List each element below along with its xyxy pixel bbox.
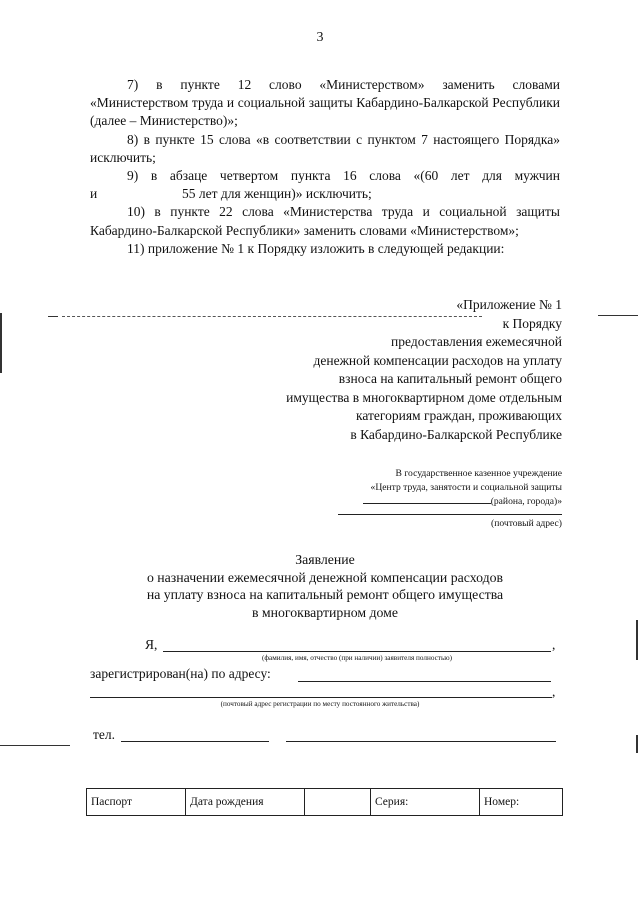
amendment-9-continued: [90, 185, 560, 203]
passport-table: [86, 788, 563, 816]
dashed-line: [62, 316, 482, 317]
comma: ,: [552, 637, 556, 652]
scan-mark: [636, 620, 638, 660]
passport-cell: Паспорт: [87, 789, 186, 816]
series-cell[interactable]: Серия:: [371, 789, 480, 816]
amendment-8: 8) в пункте 15 слова «в соответствии с пунктом 7 настоящего Порядка» исключить;: [90, 131, 560, 165]
name-hint: (фамилия, имя, отчество (при наличии) заявителя полностью): [262, 654, 452, 662]
title-word: Заявление: [295, 552, 355, 567]
appendix-line: в Кабардино-Балкарской Республике: [350, 426, 562, 442]
i-label: Я,: [145, 637, 158, 652]
appendix-line: «Приложение № 1: [456, 297, 562, 312]
appendix-line: предоставления ежемесячной: [391, 334, 562, 349]
scan-mark: [0, 745, 70, 746]
appendix-line: к Порядку: [502, 315, 562, 331]
title-line-3: в многоквартирном доме: [251, 604, 399, 620]
appendix-line: взноса на капитальный ремонт общего: [338, 371, 562, 386]
title-line-2: на уплату взноса на капитальный ремонт общего имущества: [146, 587, 504, 602]
comma: ,: [552, 684, 556, 699]
table-row: [87, 789, 563, 816]
scan-mark: [636, 735, 638, 753]
scan-mark: [0, 313, 2, 373]
empty-cell[interactable]: [305, 789, 371, 816]
postal-hint: (почтовый адрес): [491, 518, 562, 529]
amendments-text: [90, 76, 560, 258]
scan-mark: [598, 315, 638, 316]
appendix-header: [230, 296, 562, 444]
addressee-line-3: (района, города)»: [330, 494, 562, 509]
amendment-7: 7) в пункте 12 слово «Министерством» заменить словами «Министерством труда и социальной защиты Кабардино-Балкарской Республики (далее – Министерство)»;: [90, 77, 560, 129]
title-line-1: о назначении ежемесячной денежной компенсации расходов: [146, 569, 504, 585]
applicant-name-field[interactable]: [163, 651, 551, 652]
phone-label: тел.: [93, 727, 116, 742]
district-field[interactable]: [363, 494, 491, 504]
postal-address-field[interactable]: [338, 514, 562, 515]
number-cell[interactable]: Номер:: [480, 789, 563, 816]
registration-address-field[interactable]: [298, 681, 551, 682]
amendment-10: 10) в пункте 22 слова «Министерства труда и социальной защиты Кабардино-Балкарской Республики» заменить словами «Министерством»;: [90, 204, 560, 238]
appendix-line: категориям граждан, проживающих: [356, 408, 562, 423]
addressee-line-1: В государственное казенное учреждение: [395, 468, 562, 479]
addressee-line-2: «Центр труда, занятости и социальной защиты: [370, 481, 562, 493]
addressee-block: [330, 467, 562, 509]
and-word: и: [90, 186, 98, 202]
page-number: 3: [316, 30, 324, 45]
application-title: [90, 551, 560, 621]
appendix-line: имущества в многоквартирном доме отдельным: [286, 389, 562, 405]
birthdate-cell[interactable]: Дата рождения: [186, 789, 305, 816]
phone-field[interactable]: [121, 741, 269, 742]
registered-label: зарегистрирован(на) по адресу:: [90, 666, 271, 681]
phone-extra-field[interactable]: [286, 741, 556, 742]
address-hint: (почтовый адрес регистрации по месту постоянного жительства): [220, 700, 420, 708]
appendix-line: денежной компенсации расходов на уплату: [313, 352, 562, 368]
registration-address-field-2[interactable]: [90, 697, 552, 698]
amendment-9: 9) в абзаце четвертом пункта 16 слова «(60 лет для мужчин: [127, 168, 560, 184]
amendment-9-cont-text: 55 лет для женщин)» исключить;: [182, 186, 372, 202]
scan-mark: [48, 316, 58, 317]
amendment-11: 11) приложение № 1 к Порядку изложить в следующей редакции:: [127, 240, 505, 256]
